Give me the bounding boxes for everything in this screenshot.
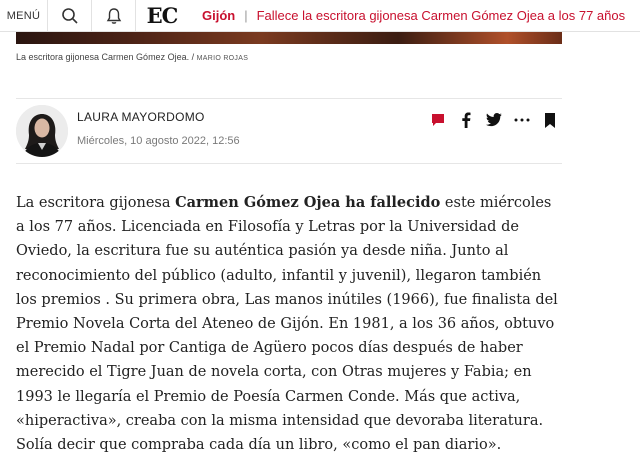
breadcrumb-separator: | <box>244 8 248 23</box>
search-icon <box>61 7 79 25</box>
bookmark-icon <box>544 113 556 128</box>
bell-icon <box>106 7 122 25</box>
share-toolbar <box>426 108 562 132</box>
comments-button[interactable] <box>426 108 450 132</box>
facebook-share-button[interactable] <box>454 108 478 132</box>
site-logo[interactable]: EC <box>146 3 178 28</box>
facebook-icon <box>459 112 473 128</box>
top-navigation-bar <box>0 0 640 32</box>
author-photo-icon <box>16 105 68 157</box>
caption-credit-separator: / <box>191 52 195 62</box>
author-avatar[interactable] <box>16 105 68 157</box>
search-button[interactable] <box>48 0 92 32</box>
publish-date: Miércoles, 10 agosto 2022, 12:56 <box>77 135 240 147</box>
article-paragraph <box>16 191 564 457</box>
paragraph-highlight: Carmen Gómez Ojea ha fallecido <box>175 194 441 211</box>
section-link[interactable]: Gijón <box>202 8 236 23</box>
comment-icon <box>431 113 445 127</box>
caption-text: La escritora gijonesa Carmen Gómez Ojea. <box>16 52 190 62</box>
menu-button[interactable]: MENÚ <box>0 0 48 32</box>
more-icon <box>514 118 530 122</box>
bookmark-button[interactable] <box>538 108 562 132</box>
author-name[interactable]: LAURA MAYORDOMO <box>77 110 205 124</box>
paragraph-text: este miércoles a los 77 años. Licenciada en Filosofía y Letras por la Universidad de Oviedo, la escritura fue su auténtica pasión ya desde niña. Junto al reconocimiento del público (adulto, infantil y juvenil), llegaron también los premios . Su primera obra, Las manos inútiles (1966), fue finalista del Premio Novela Corta del Ateneo de Gijón. En 1981, a los 36 años, obtuvo el Premio Nadal por Cantiga de Agüero pocos días después de haber merecido el Tigre Juan de novela corta, con Otras mujeres y Fabia; en 1993 le llegaría el Premio de Poesía Carmen Conde. Más que activa, «hiperactiva», creaba con la misma intensidad que devoraba literatura. Solía decir que compraba cada día un libro, «como el pan diario». <box>16 195 558 454</box>
header-headline[interactable]: Fallece la escritora gijonesa Carmen Gómez Ojea a los 77 años <box>256 8 626 23</box>
notifications-button[interactable] <box>92 0 136 32</box>
more-options-button[interactable] <box>510 108 534 132</box>
twitter-icon <box>486 113 502 127</box>
paragraph-intro: La escritora gijonesa <box>16 195 176 211</box>
author-block <box>16 98 562 164</box>
photo-caption <box>16 52 248 62</box>
article-body <box>16 191 564 457</box>
twitter-share-button[interactable] <box>482 108 506 132</box>
photo-credit: MARIO ROJAS <box>196 55 249 62</box>
article-photo <box>16 32 562 44</box>
